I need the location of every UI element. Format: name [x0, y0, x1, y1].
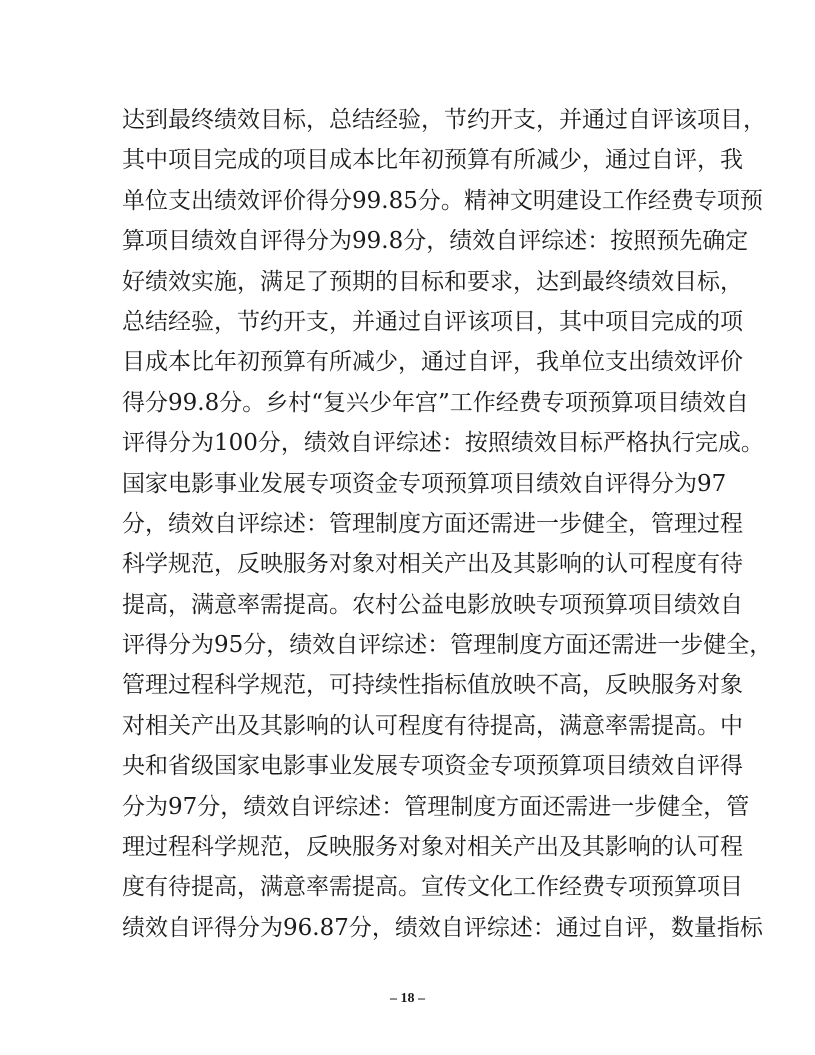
text-line: 得分99.8分。乡村“复兴少年宫”工作经费专项预算项目绩效自: [122, 389, 749, 416]
text-line: 管理过程科学规范，可持续性指标值放映不高，反映服务对象: [122, 672, 743, 699]
text-line: 目成本比年初预算有所减少，通过自评，我单位支出绩效评价: [122, 349, 743, 376]
body-text: [122, 100, 773, 948]
text-line: 理过程科学规范，反映服务对象对相关产出及其影响的认可程: [122, 834, 743, 861]
page-number: – 18 –: [390, 991, 425, 1006]
text-line: 绩效自评得分为96.87分，绩效自评综述：通过自评，数量指标: [122, 914, 763, 941]
text-line: 科学规范，反映服务对象对相关产出及其影响的认可程度有待: [122, 551, 743, 578]
text-line: 度有待提高，满意率需提高。宣传文化工作经费专项预算项目: [122, 874, 743, 901]
text-line: 达到最终绩效目标，总结经验，节约开支，并通过自评该项目，: [122, 107, 766, 133]
text-line: 分为97分，绩效自评综述：管理制度方面还需进一步健全，管: [122, 793, 750, 820]
text-line: 评得分为100分，绩效自评综述：按照绩效目标严格执行完成。: [122, 430, 764, 457]
text-line: 单位支出绩效评价得分99.85分。精神文明建设工作经费专项预: [122, 187, 763, 214]
text-line: 提高，满意率需提高。农村公益电影放映专项预算项目绩效自: [122, 591, 743, 618]
text-line: 其中项目完成的项目成本比年初预算有所减少，通过自评，我: [122, 147, 743, 174]
text-line: 国家电影事业发展专项资金专项预算项目绩效自评得分为97: [122, 470, 727, 497]
text-line: 总结经验，节约开支，并通过自评该项目，其中项目完成的项: [122, 308, 743, 335]
text-line: 对相关产出及其影响的认可程度有待提高，满意率需提高。中: [122, 712, 743, 739]
text-line: 评得分为95分，绩效自评综述：管理制度方面还需进一步健全，: [122, 632, 773, 659]
text-line: 分，绩效自评综述：管理制度方面还需进一步健全，管理过程: [122, 510, 743, 537]
text-line: 好绩效实施，满足了预期的目标和要求，达到最终绩效目标，: [122, 268, 743, 295]
text-line: 央和省级国家电影事业发展专项资金专项预算项目绩效自评得: [122, 753, 743, 780]
text-line: 算项目绩效自评得分为99.8分，绩效自评综述：按照预先确定: [122, 228, 749, 255]
